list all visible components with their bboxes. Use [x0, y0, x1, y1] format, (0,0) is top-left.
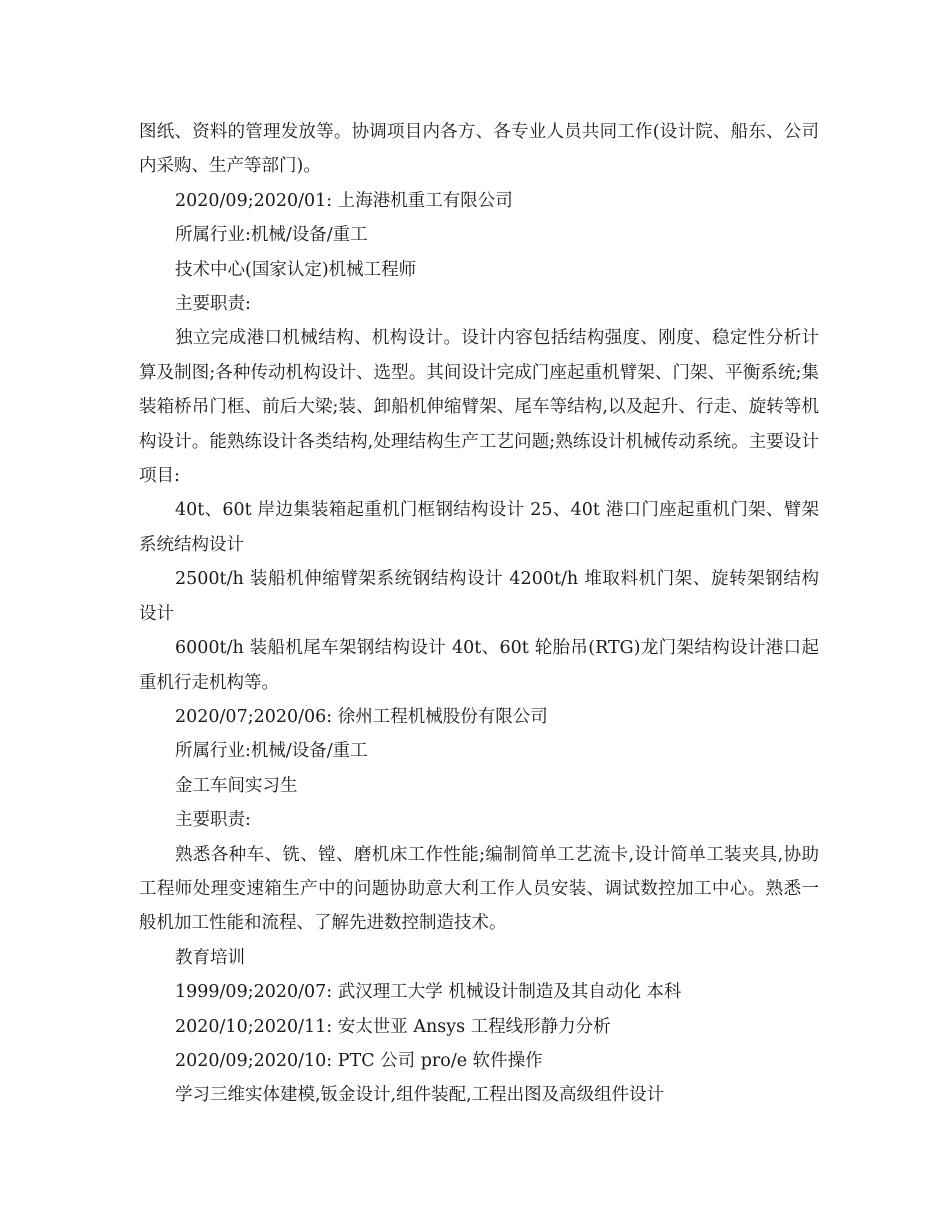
- duties-description: 熟悉各种车、铣、镗、磨机床工作性能;编制简单工艺流卡,设计简单工装夹具,协助工程师处理变速箱生产中的问题协助意大利工作人员安装、调试数控加工中心。熟悉一般机加工性能和流程、了解先进数控制造技术。: [139, 844, 819, 934]
- industry-line: 所属行业:机械/设备/重工: [175, 741, 368, 762]
- document-body: [139, 115, 819, 1113]
- job-period-xuzhou: 2020/07;2020/06: 徐州工程机械股份有限公司: [175, 706, 548, 727]
- training-description: 学习三维实体建模,钣金设计,组件装配,工程出图及高级组件设计: [175, 1085, 665, 1106]
- job-title-line: 技术中心(国家认定)机械工程师: [175, 259, 417, 280]
- paragraph-continuation: 图纸、资料的管理发放等。协调项目内各方、各专业人员共同工作(设计院、船东、公司内采购、生产等部门)。: [139, 122, 819, 177]
- job-title-line: 金工车间实习生: [175, 775, 298, 796]
- duties-description: 独立完成港口机械结构、机构设计。设计内容包括结构强度、刚度、稳定性分析计算及制图;各种传动机构设计、选型。其间设计完成门座起重机臂架、门架、平衡系统;集装箱桥吊门框、前后大梁;装、卸船机伸缩臂架、尾车等结构,以及起升、行走、旋转等机构设计。能熟练设计各类结构,处理结构生产工艺问题;熟练设计机械传动系统。主要设计项目:: [139, 328, 819, 487]
- education-entry: 1999/09;2020/07: 武汉理工大学 机械设计制造及其自动化 本科: [175, 982, 682, 1003]
- education-heading: 教育培训: [175, 947, 245, 968]
- industry-line: 所属行业:机械/设备/重工: [175, 225, 368, 246]
- duties-heading: 主要职责:: [175, 294, 251, 315]
- training-entry: 2020/10;2020/11: 安太世亚 Ansys 工程线形静力分析: [175, 1016, 611, 1037]
- duties-heading: 主要职责:: [175, 810, 251, 831]
- training-entry: 2020/09;2020/10: PTC 公司 pro/e 软件操作: [175, 1050, 543, 1071]
- project-line: 40t、60t 岸边集装箱起重机门框钢结构设计 25、40t 港口门座起重机门架、臂架系统结构设计: [139, 500, 819, 555]
- project-line: 6000t/h 装船机尾车架钢结构设计 40t、60t 轮胎吊(RTG)龙门架结构设计港口起重机行走机构等。: [139, 638, 819, 693]
- job-period-shanghai: 2020/09;2020/01: 上海港机重工有限公司: [175, 190, 513, 211]
- project-line: 2500t/h 装船机伸缩臂架系统钢结构设计 4200t/h 堆取料机门架、旋转架钢结构设计: [139, 569, 819, 624]
